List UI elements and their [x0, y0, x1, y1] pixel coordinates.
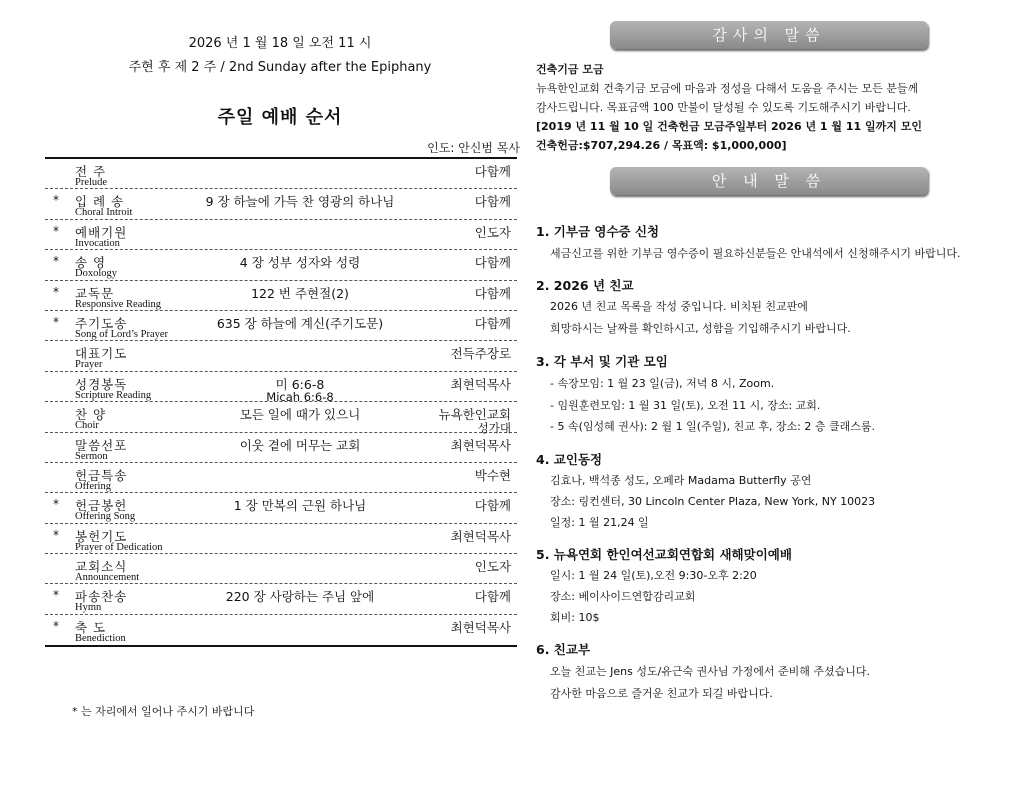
thanks-line: [2019 년 11 월 10 일 건축헌금 모금주일부터 2026 년 1 월 11 일까지 모인 [536, 120, 922, 133]
notice-title: 6. 친교부 [536, 642, 591, 657]
program-leader: 다함께 [474, 164, 511, 179]
program-leader: 다함께 [474, 589, 511, 605]
program-content: 635 장 하늘에 계신(주기도문) [216, 315, 384, 331]
program-item-english: Offering [75, 480, 111, 492]
program-item-korean: 송 영 [75, 255, 107, 271]
program-leader: 최현덕목사 [450, 437, 511, 453]
program-row [45, 311, 517, 341]
stand-footnote: * 는 자리에서 일어나 주시기 바랍니다 [72, 705, 255, 718]
notice-line: 감사한 마음으로 즐거운 친교가 되길 바랍니다. [550, 687, 773, 700]
program-item-korean: 파송찬송 [75, 589, 128, 605]
program-item-korean: 축 도 [75, 619, 107, 635]
program-row [45, 524, 517, 554]
program-leader: 다함께 [474, 498, 511, 514]
notice-line: 일시: 1 월 24 일(토),오전 9:30-오후 2:20 [550, 569, 757, 582]
program-leader-secondary: 성가대 [477, 421, 511, 436]
program-row [45, 493, 517, 523]
program-star: * [53, 588, 59, 603]
program-leader: 최현덕목사 [450, 376, 511, 392]
program-row [45, 341, 517, 371]
program-item-korean: 입 례 송 [75, 194, 125, 210]
program-star: * [53, 284, 59, 299]
thanks-banner: 감사의 말씀 [610, 21, 928, 49]
program-star: * [53, 314, 59, 329]
program-row [45, 463, 517, 493]
program-item-english: Prayer [75, 359, 103, 371]
program-item-english: Hymn [75, 602, 102, 614]
program-row [45, 615, 517, 645]
program-item-korean: 주기도송 [75, 315, 128, 331]
program-item-english: Song of Lord’s Prayer [75, 328, 169, 340]
program-content: 122 번 주현절(2) [251, 285, 349, 301]
worship-order-table [45, 157, 517, 647]
program-row [45, 372, 517, 402]
notice-line: - 임원훈련모임: 1 월 31 일(토), 오전 11 시, 장소: 교회. [550, 399, 821, 412]
program-row [45, 220, 517, 250]
program-star: * [53, 497, 59, 512]
program-item-korean: 말씀선포 [75, 437, 128, 453]
program-item-korean: 성경봉독 [75, 376, 128, 392]
program-content: 이웃 곁에 머무는 교회 [239, 437, 361, 453]
program-item-english: Announcement [75, 572, 140, 584]
notice-line: - 속장모임: 1 월 23 일(금), 저녁 8 시, Zoom. [550, 377, 775, 390]
notice-line: 일정: 1 월 21,24 일 [550, 516, 649, 529]
program-item-english: Prayer of Dedication [75, 541, 163, 553]
program-leader: 다함께 [474, 194, 511, 210]
notices-banner: 안 내 말 씀 [610, 167, 928, 195]
program-row [45, 554, 517, 584]
notice-line: 장소: 베이사이드연합감리교회 [550, 590, 696, 603]
program-leader: 최현덕목사 [450, 528, 511, 544]
notice-title: 3. 각 부서 및 기관 모임 [536, 354, 668, 369]
program-leader: 뉴욕한인교회 [438, 407, 511, 423]
thanks-line: 감사드립니다. 목표금액 100 만불이 달성될 수 있도록 기도해주시기 바랍니다. [536, 101, 911, 114]
program-item-english: Offering Song [75, 511, 136, 523]
notice-line: 김효나, 백석종 성도, 오페라 Madama Butterfly 공연 [550, 474, 812, 487]
program-item-english: Doxology [75, 268, 117, 280]
thanks-line: 건축헌금:$707,294.26 / 목표액: $1,000,000] [536, 139, 787, 152]
service-subtitle: 주현 후 제 2 주 / 2nd Sunday after the Epiphany [128, 60, 432, 75]
program-content: 미 6:6-8 [275, 376, 325, 392]
program-item-english: Choir [75, 420, 99, 432]
building-fund-heading: 건축기금 모금 [536, 63, 604, 76]
program-leader: 박수현 [474, 467, 511, 483]
thanks-line: 뉴욕한인교회 건축기금 모금에 마음과 정성을 다해서 도움을 주시는 모든 분들께 [536, 82, 919, 95]
program-item-english: Scripture Reading [75, 389, 152, 401]
program-row [45, 159, 517, 189]
program-content: 220 장 사랑하는 주님 앞에 [225, 589, 375, 605]
notice-line: 세금신고를 위한 기부금 영수증이 필요하신분들은 안내석에서 신청해주시기 바랍니다. [550, 247, 961, 260]
program-star: * [53, 618, 59, 633]
notice-title: 5. 뉴욕연회 한인여선교회연합회 새해맞이예배 [536, 547, 792, 562]
program-content: 4 장 성부 성자와 성령 [239, 255, 361, 271]
program-star: * [53, 254, 59, 269]
program-content: 1 장 만복의 근원 하나님 [233, 498, 367, 514]
program-item-korean: 헌금봉헌 [75, 498, 128, 514]
program-content-secondary: Micah 6:6-8 [266, 389, 334, 404]
notice-line: 희망하시는 날짜를 확인하시고, 성함을 기입해주시기 바랍니다. [550, 322, 851, 335]
program-item-english: Invocation [75, 237, 120, 249]
program-leader: 다함께 [474, 315, 511, 331]
program-item-english: Benediction [75, 632, 126, 644]
program-item-korean: 교회소식 [75, 559, 128, 575]
service-date: 2026 년 1 월 18 일 오전 11 시 [188, 36, 372, 51]
notice-title: 4. 교인동정 [536, 452, 603, 467]
program-row [45, 189, 517, 219]
program-leader: 인도자 [474, 224, 511, 240]
service-leader: 인도: 안신범 목사 [427, 141, 520, 155]
program-star: * [53, 527, 59, 542]
notice-line: 회비: 10$ [550, 611, 600, 624]
program-item-english: Choral Introit [75, 207, 133, 219]
program-row [45, 250, 517, 280]
notice-line: 2026 년 친교 목록을 작성 중입니다. 비치된 친교판에 [550, 300, 808, 313]
program-item-korean: 헌금특송 [75, 467, 128, 483]
program-item-korean: 예배기원 [75, 224, 128, 240]
notice-title: 2. 2026 년 친교 [536, 278, 634, 293]
page-title: 주일 예배 순서 [217, 107, 343, 128]
program-item-korean: 전 주 [75, 164, 107, 179]
program-item-korean: 찬 양 [75, 407, 107, 423]
program-item-korean: 봉헌기도 [75, 528, 128, 544]
program-row [45, 281, 517, 311]
program-content: 9 장 하늘에 가득 찬 영광의 하나님 [205, 194, 395, 210]
program-item-korean: 교독문 [75, 285, 115, 301]
program-star: * [53, 223, 59, 238]
notice-title: 1. 기부금 영수증 신청 [536, 224, 660, 239]
program-leader: 전득주장로 [450, 346, 511, 362]
program-leader: 인도자 [474, 559, 511, 575]
notice-line: 오늘 친교는 Jens 성도/유근숙 권사님 가정에서 준비해 주셨습니다. [550, 665, 871, 678]
program-leader: 다함께 [474, 255, 511, 271]
program-row [45, 433, 517, 463]
program-leader: 다함께 [474, 285, 511, 301]
notice-line: 장소: 링컨센터, 30 Lincoln Center Plaza, New York, NY 10023 [550, 495, 876, 508]
program-leader: 최현덕목사 [450, 619, 511, 635]
program-row [45, 402, 517, 436]
program-item-english: Sermon [75, 450, 108, 462]
program-content: 모든 일에 때가 있으니 [239, 407, 361, 423]
notice-line: - 5 속(임성혜 권사): 2 월 1 일(주일), 친교 후, 장소: 2 층 클래스룸. [550, 420, 876, 433]
program-item-english: Prelude [75, 177, 108, 188]
program-item-korean: 대표기도 [75, 346, 128, 362]
program-item-english: Responsive Reading [75, 298, 162, 310]
program-row [45, 584, 517, 614]
program-star: * [53, 193, 59, 208]
